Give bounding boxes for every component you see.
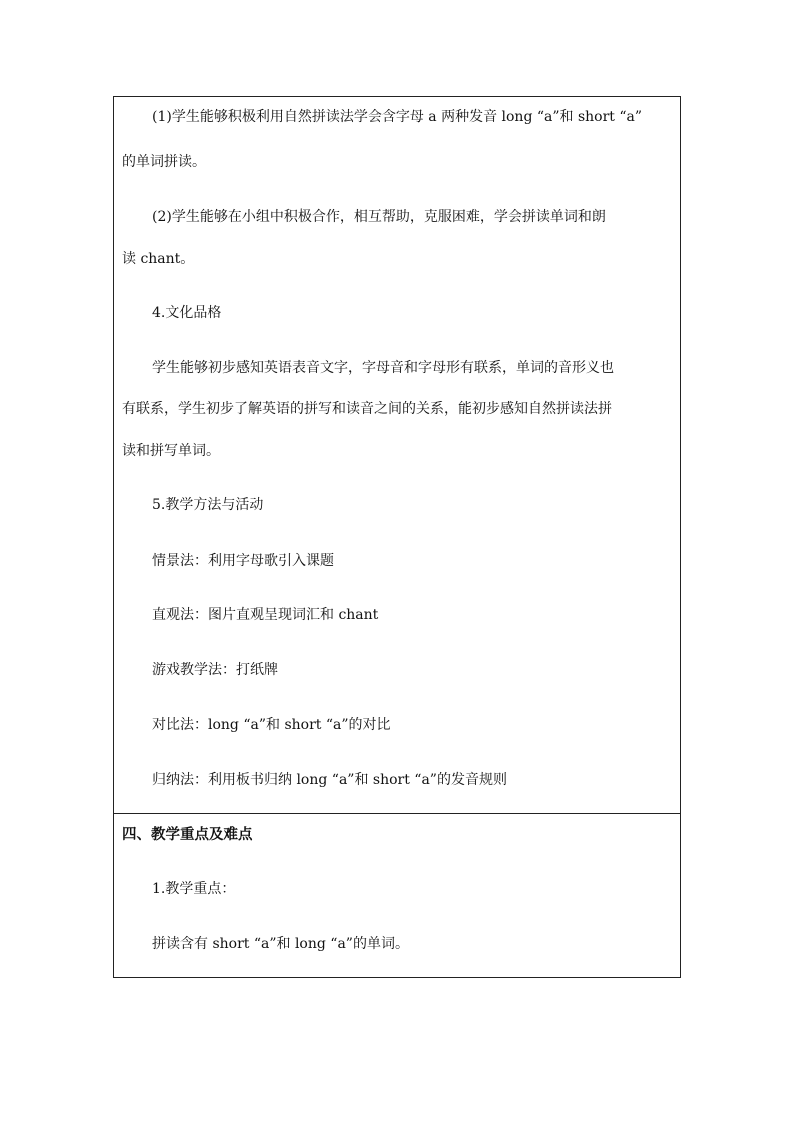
method-item: 直观法：图片直观呈现词汇和 chant xyxy=(152,607,379,623)
key-points-heading: 1.教学重点： xyxy=(152,881,236,897)
method-item: 游戏教学法：打纸牌 xyxy=(152,662,278,678)
culture-heading: 4.文化品格 xyxy=(152,305,222,321)
section-title: 四、教学重点及难点 xyxy=(122,826,253,843)
culture-line-3: 读和拼写单词。 xyxy=(122,443,220,459)
methods-heading: 5.教学方法与活动 xyxy=(152,497,264,513)
method-item: 情景法：利用字母歌引入课题 xyxy=(152,553,334,569)
objective-2-line-2: 读 chant。 xyxy=(122,251,195,267)
objective-1-line-2: 的单词拼读。 xyxy=(122,154,206,170)
objective-1-line-1: (1)学生能够积极利用自然拼读法学会含字母 a 两种发音 long “a”和 short “a” xyxy=(152,109,643,125)
culture-line-1: 学生能够初步感知英语表音文字，字母音和字母形有联系，单词的音形义也 xyxy=(152,360,614,376)
objectives-cell xyxy=(114,97,680,813)
lesson-plan-table xyxy=(113,96,681,978)
objective-2-line-1: (2)学生能够在小组中积极合作，相互帮助，克服困难，学会拼读单词和朗 xyxy=(152,209,606,225)
key-points-content: 拼读含有 short “a”和 long “a”的单词。 xyxy=(152,936,409,952)
method-item: 对比法：long “a”和 short “a”的对比 xyxy=(152,717,391,733)
key-points-cell xyxy=(114,814,680,978)
method-item: 归纳法：利用板书归纳 long “a”和 short “a”的发音规则 xyxy=(152,772,507,788)
culture-line-2: 有联系，学生初步了解英语的拼写和读音之间的关系，能初步感知自然拼读法拼 xyxy=(122,401,612,417)
